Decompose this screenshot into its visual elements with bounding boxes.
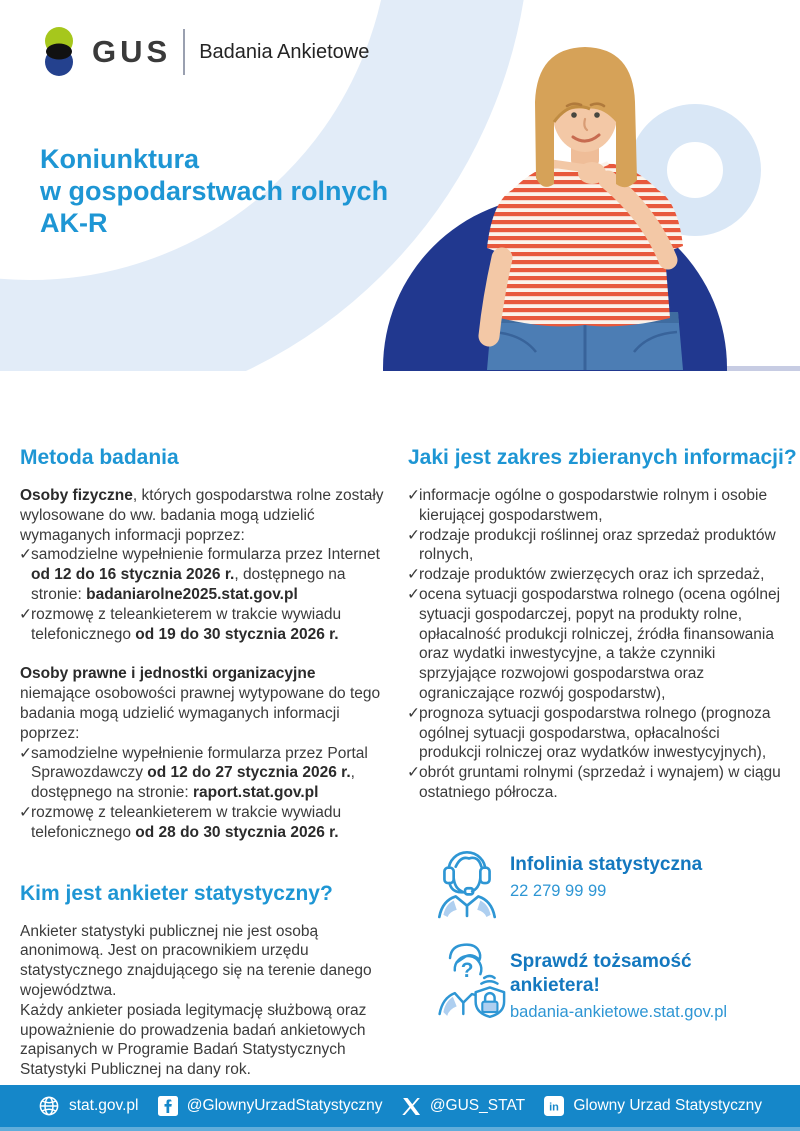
woman-photo bbox=[440, 20, 710, 370]
check-icon: ✓ bbox=[407, 487, 420, 504]
infoline-phone: 22 279 99 99 bbox=[510, 881, 607, 900]
list-item: ✓ prognoza sytuacji gospodarstwa rolnego (prognoza ogólnej sytuacji gospodarstwa, opłacalności produkcji rolniczej oraz wydatków inwestycyjnych), bbox=[407, 704, 771, 762]
facebook-icon bbox=[158, 1096, 178, 1116]
footer-link-facebook[interactable] bbox=[158, 1096, 383, 1116]
check-icon: ✓ bbox=[19, 546, 32, 564]
check-icon: ✓ bbox=[19, 803, 32, 821]
title-line-2: w gospodarstwach rolnych bbox=[40, 176, 389, 206]
contact-block bbox=[408, 839, 782, 1025]
paragraph-ankieter-1: Ankieter statystyki publicznej nie jest osobą anonimową. Jest on pracownikiem urzędu statystycznego znajdującego się na terenie danego województwa. bbox=[20, 922, 372, 999]
brand-header bbox=[36, 26, 369, 78]
footer-link-x[interactable] bbox=[402, 1097, 525, 1116]
list-item: ✓ rozmowę z teleankieterem w trakcie wywiadu telefonicznego od 19 do 30 stycznia 2026 r. bbox=[19, 605, 342, 643]
gus-logo-text: GUS bbox=[92, 34, 172, 69]
list-zakres bbox=[408, 486, 782, 803]
list-item: ✓ informacje ogólne o gospodarstwie rolnym i osobie kierującej gospodarstwem, bbox=[407, 487, 768, 524]
footer-label-facebook: @GlownyUrzadStatystyczny bbox=[186, 1097, 383, 1114]
brand-tagline: Badania Ankietowe bbox=[199, 40, 370, 63]
list-osoby-fizyczne bbox=[20, 545, 390, 644]
title-line-1: Koniunktura bbox=[40, 144, 199, 174]
content-area bbox=[0, 371, 800, 1080]
footer-label-website: stat.gov.pl bbox=[69, 1097, 139, 1114]
verify-url-link[interactable]: badania-ankietowe.stat.gov.pl bbox=[510, 1002, 728, 1021]
paragraph-osoby-prawne: Osoby prawne i jednostki organizacyjne niemające osobowości prawnej wytypowane do tego badania mogą udzielić wymaganych informacji poprzez: bbox=[20, 665, 381, 742]
headset-agent-icon bbox=[432, 839, 510, 924]
paragraph-ankieter-2: Każdy ankieter posiada legitymację służbową oraz upoważnienie do prowadzenia badań ankietowych zapisanych w Programie Badań Statystycznych Statystyki Publicznej na dany rok. bbox=[20, 1001, 367, 1079]
globe-icon bbox=[38, 1095, 60, 1117]
verify-text bbox=[510, 934, 750, 1022]
verify-title: Sprawdź tożsamość ankietera! bbox=[510, 950, 692, 996]
check-icon: ✓ bbox=[19, 605, 32, 623]
section-heading-zakres: Jaki jest zakres zbieranych informacji? bbox=[408, 446, 797, 469]
list-item: ✓ rodzaje produktów zwierzęcych oraz ich sprzedaż, bbox=[407, 566, 765, 584]
infoline-text bbox=[510, 839, 702, 901]
check-icon: ✓ bbox=[407, 704, 420, 722]
list-item: ✓ obrót gruntami rolnymi (sprzedaż i wynajem) w ciągu ostatniego półrocza. bbox=[407, 764, 781, 801]
verify-row bbox=[432, 934, 782, 1025]
list-item: ✓ ocena sytuacji gospodarstwa rolnego (ocena ogólnej sytuacji gospodarczej, popyt na produkty rolne, opłacalność produkcji rolniczej, źródła finansowania oraz wydatki inwestycyjne, a także czynniki sprzyjające rozwojowi gospodarstwa oraz ograniczające rozwój gospodarstw), bbox=[407, 585, 781, 702]
section-heading-ankieter: Kim jest ankieter statystyczny? bbox=[20, 881, 333, 905]
list-item: ✓ samodzielne wypełnienie formularza przez Internet od 12 do 16 stycznia 2026 r., dostępnego na stronie: badaniarolne2025.stat.gov.pl bbox=[19, 546, 380, 603]
svg-text:?: ? bbox=[460, 958, 474, 982]
infoline-title: Infolinia statystyczna bbox=[510, 853, 703, 875]
list-item: ✓ rodzaje produkcji roślinnej oraz sprzedaż produktów rolnych, bbox=[407, 526, 776, 564]
infoline-row bbox=[432, 839, 782, 924]
list-item: ✓ rozmowę z teleankieterem w trakcie wywiadu telefonicznego od 28 do 30 stycznia 2026 r. bbox=[19, 803, 342, 841]
footer-link-website[interactable] bbox=[38, 1095, 139, 1117]
hero-section bbox=[0, 0, 800, 371]
x-icon bbox=[402, 1097, 421, 1116]
verify-identity-icon bbox=[432, 934, 510, 1025]
footer-bar bbox=[0, 1085, 800, 1131]
gus-logo-icon bbox=[36, 26, 82, 78]
section-heading-metoda: Metoda badania bbox=[20, 446, 179, 469]
footer-label-linkedin: Glowny Urzad Statystyczny bbox=[573, 1097, 762, 1114]
right-column bbox=[407, 371, 797, 1080]
svg-text:in: in bbox=[549, 1101, 560, 1114]
left-column bbox=[20, 371, 390, 1080]
page-title bbox=[40, 143, 388, 239]
list-osoby-prawne bbox=[20, 744, 390, 843]
brand-divider bbox=[183, 29, 185, 75]
list-item: ✓ samodzielne wypełnienie formularza przez Portal Sprawozdawczy od 12 do 27 stycznia 2026 r., dostępnego na stronie: raport.stat.gov.pl bbox=[19, 744, 368, 802]
check-icon: ✓ bbox=[407, 526, 420, 544]
check-icon: ✓ bbox=[407, 566, 420, 584]
check-icon: ✓ bbox=[407, 585, 420, 603]
paragraph-osoby-fizyczne: Osoby fizyczne, których gospodarstwa rolne zostały wylosowane do ww. badania mogą udzielić wymaganych informacji poprzez: bbox=[20, 487, 384, 544]
check-icon: ✓ bbox=[407, 764, 420, 782]
footer-link-linkedin[interactable] bbox=[544, 1096, 762, 1116]
check-icon: ✓ bbox=[19, 744, 32, 762]
footer-label-x: @GUS_STAT bbox=[429, 1097, 526, 1114]
linkedin-icon bbox=[544, 1096, 564, 1116]
title-line-3: AK-R bbox=[40, 208, 108, 238]
